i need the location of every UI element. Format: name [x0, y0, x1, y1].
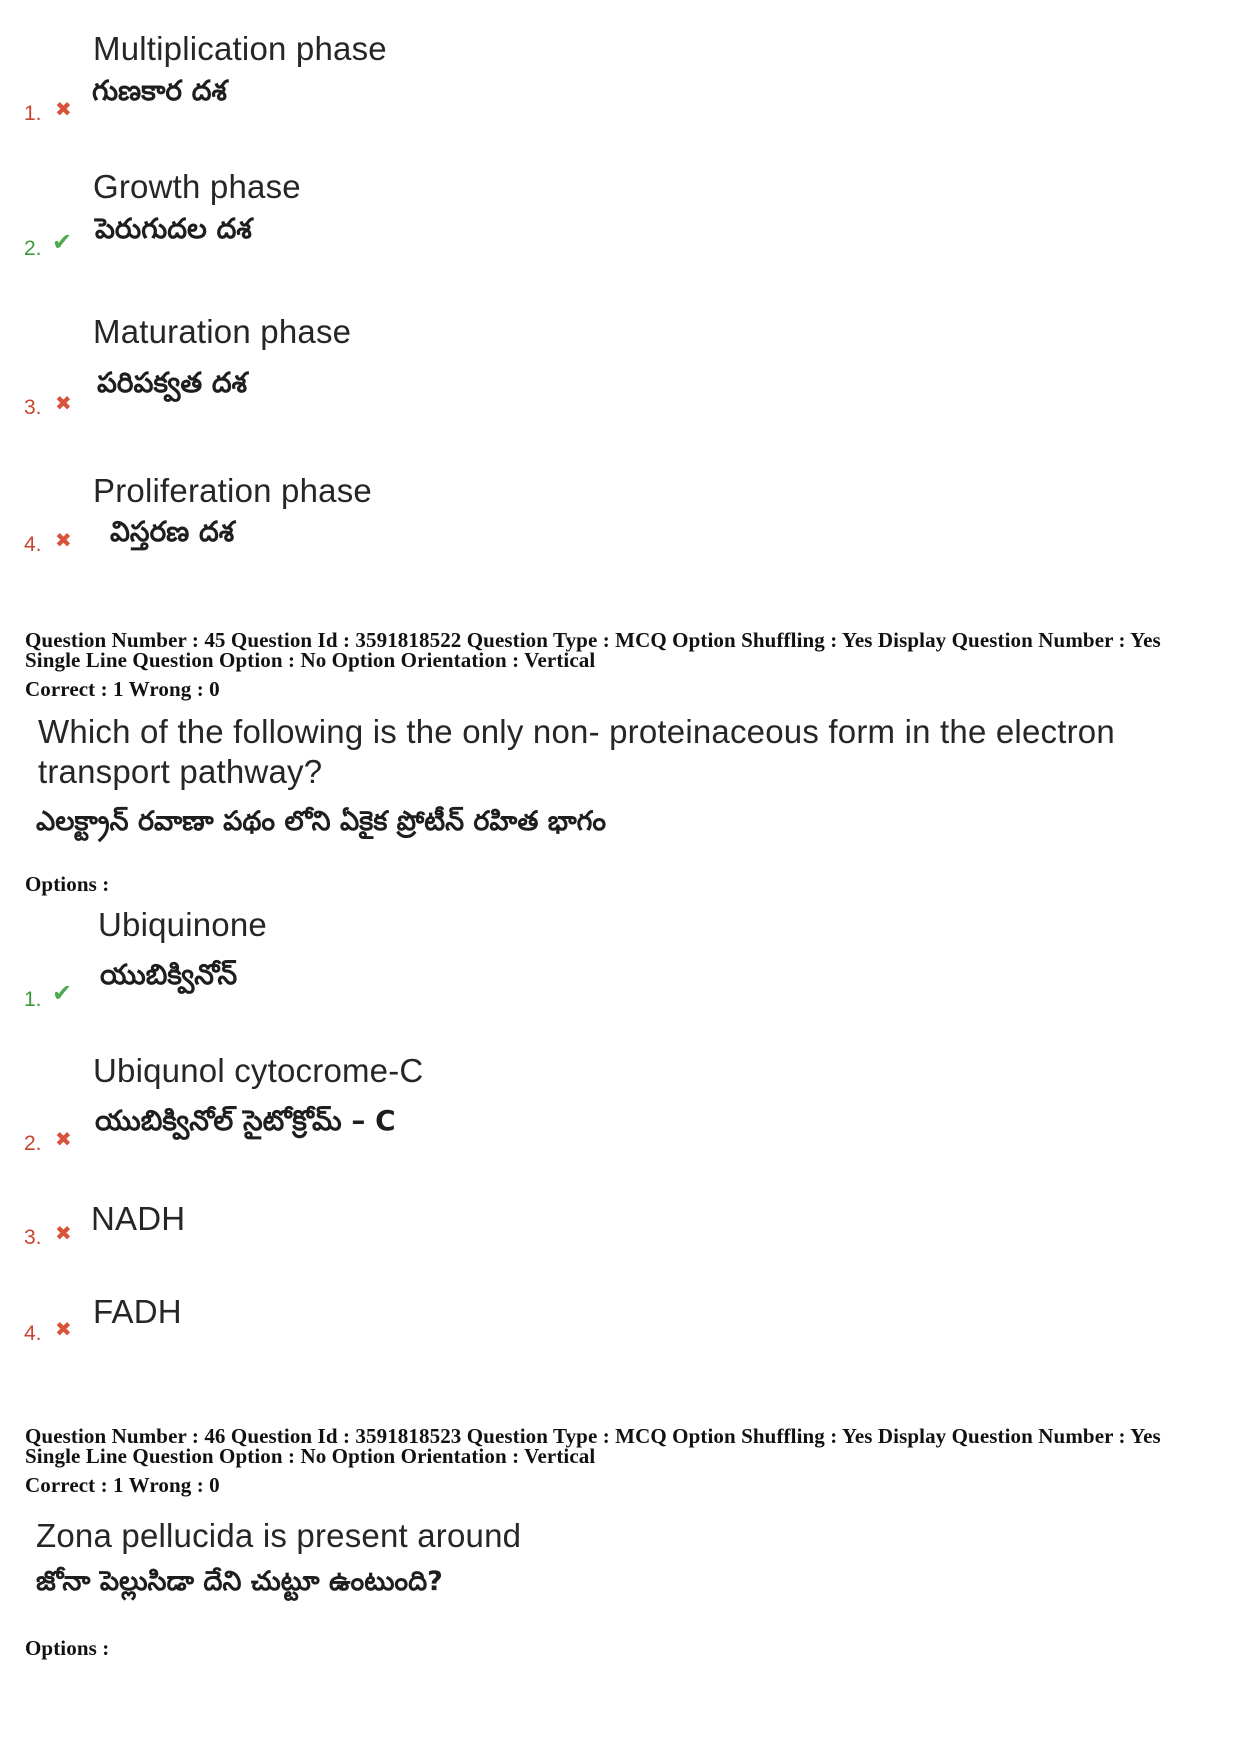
cross-mark-icon: ✖ — [55, 528, 72, 552]
cross-mark-icon: ✖ — [55, 97, 72, 121]
cross-mark-icon: ✖ — [55, 1317, 72, 1341]
option-3-number: 3. — [24, 1226, 42, 1249]
option-2-number: 2. — [24, 1132, 42, 1155]
question-46-score: Correct : 1 Wrong : 0 — [25, 1473, 220, 1497]
check-mark-icon: ✔ — [52, 228, 73, 256]
option-2-english-text: Growth phase — [93, 168, 301, 205]
option-3-english-text: Maturation phase — [93, 313, 352, 350]
cross-mark-icon: ✖ — [55, 1127, 72, 1151]
option-3-english-text: NADH — [91, 1200, 186, 1237]
option-4-number: 4. — [24, 533, 42, 556]
option-2-telugu-text: పెరుగుదల దశ — [95, 212, 252, 245]
check-mark-icon: ✔ — [52, 979, 73, 1007]
option-3-telugu-text: పరిపక్వత దశ — [97, 366, 248, 399]
question-45-meta-line-2: Single Line Question Option : No Option Orientation : Vertical — [25, 648, 596, 672]
question-46-english-text: Zona pellucida is present around — [36, 1517, 522, 1554]
question-45-english-text: Which of the following is the only non- proteinaceous form in the electron transport pathway? — [38, 713, 1115, 790]
option-1-english-text: Ubiquinone — [98, 906, 267, 943]
option-1-telugu-text: యుబిక్వినోన్ — [100, 958, 238, 991]
cross-mark-icon: ✖ — [55, 391, 72, 415]
question-46-meta-line-1: Question Number : 46 Question Id : 3591818523 Question Type : MCQ Option Shuffling : Yes Display Question Number : Yes — [25, 1424, 1161, 1448]
option-2-english-text: Ubiqunol cytocrome-C — [93, 1052, 424, 1089]
option-4-telugu-text: విస్తరణ దశ — [110, 515, 235, 548]
option-4-english-text: FADH — [93, 1293, 182, 1330]
option-1-number: 1. — [24, 102, 42, 125]
option-1-english-text: Multiplication phase — [93, 30, 387, 67]
question-45-telugu-text: ఎలక్ట్రాన్ రవాణా పథం లోని ఏకైక ప్రోటీన్ రహిత భాగం — [36, 806, 607, 837]
option-4-english-text: Proliferation phase — [93, 472, 372, 509]
cross-mark-icon: ✖ — [55, 1221, 72, 1245]
option-3-number: 3. — [24, 396, 42, 419]
question-46-telugu-text: జోనా పెల్లుసిడా దేని చుట్టూ ఉంటుంది? — [36, 1566, 443, 1597]
option-2-number: 2. — [24, 237, 42, 260]
question-45-score: Correct : 1 Wrong : 0 — [25, 677, 220, 701]
option-1-telugu-text: గుణకార దశ — [92, 74, 227, 107]
question-45-meta-line-1: Question Number : 45 Question Id : 3591818522 Question Type : MCQ Option Shuffling : Yes Display Question Number : Yes — [25, 628, 1161, 652]
option-1-number: 1. — [24, 988, 42, 1011]
question-46-options-label: Options : — [25, 1636, 110, 1660]
option-4-number: 4. — [24, 1322, 42, 1345]
option-2-telugu-text: యుబిక్వినోల్ సైటోక్రోమ్ – C — [95, 1104, 396, 1137]
question-46-meta-line-2: Single Line Question Option : No Option Orientation : Vertical — [25, 1444, 596, 1468]
question-45-options-label: Options : — [25, 872, 110, 896]
